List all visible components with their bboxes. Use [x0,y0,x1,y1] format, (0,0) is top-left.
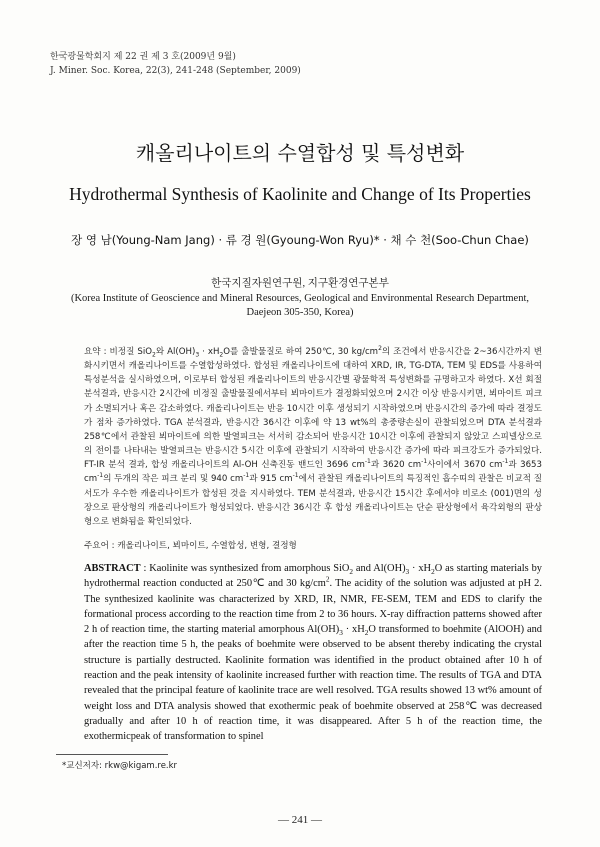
abstract-ko-text: 와 Al(OH) [155,347,196,357]
abstract-ko-text: 비정질 SiO [109,347,152,357]
affiliation-english-line2: Daejeon 305-350, Korea) [246,307,354,318]
superscript: -1 [97,472,104,480]
abstract-ko-text: 의 조건에서 반응시간을 2~36시간까지 변화시키면서 캐올리나이트를 수열합성하였다. 합성된 캐올리나이트에 대하여 XRD, IR, TG-DTA, TEM 및 EDS를 사용하여 특성분석을 실시하였으며, 이로부터 합성된 캐올리나이트의 반응시간별 광물학적 특성변화를 규명하고자 하였다. X선 회절 분석결과, 반응시간 2시간에 비정질 출발물질에서부터 뵈마이트가 결정화되었으며 2시간 이상 반응시키면, 뵈마이트 피크가 소멸되거나 혹은 감소하였다. 캐올리나이트는 반응 10시간 이후 생성되기 시작하였으며 반응시간의 증가에 따라 결정도가 점차 증가하였다. TGA 분석결과, 반응시간 36시간 이후에 약 13 wt%의 총중량손실이 관찰되었으며 DTA 분석결과 258℃에서 관찰된 뵈마이트에 의한 발열피크는 서서히 감소되어 반응시간 10시간 이후에 관찰되지 않았고 스피넬상으로의 전이를 나타내는 발열피크는 반응시간 5시간 이후에 관찰되기 시작하여 반응시간 증가에 따라 피크강도가 증가되었다. FT-IR 분석 결과, 합성 캐올리나이트의 Al-OH 신축진동 밴드인 3696 cm [84,347,542,471]
affiliation-english-line1: (Korea Institute of Geoscience and Mineral Resources, Geological and Environmental Research Department, [70,292,530,304]
superscript: -1 [292,472,299,480]
subscript: 2 [431,568,435,577]
superscript: -1 [364,458,371,466]
abstract-en-text: · xH [409,563,432,574]
abstract-ko-text: 과 3620 cm [370,460,422,471]
footnote-divider [56,754,168,755]
abstract-en-text: · xH [342,624,365,636]
superscript: -1 [421,458,428,466]
abstract-en-text: O transformed to boehmite (AlOOH) and after the reaction time 5 h, the peaks of boehmite were observed to be absent thereby indicating the crystal structure is partially destructed. Kaolinite formation was identified in the product obtained after 10 h of reaction and the peak intensity of kaolinite increased further with reaction time. The results of TGA and DTA revealed that the principal feature of kaolinite trace are well resolved. TGA results showed 13 wt% amount of weight loss and DTA analysis showed that exothermic peak of boehmite observed at 258℃ was decreased gradually and after 10 h of reaction time, it was disappeared. After 5 h of the reaction time, the exothermicpeak of transformation to spinel [84,624,542,743]
subscript: 3 [339,629,343,638]
abstract-english-label: ABSTRACT [84,563,141,574]
page-number: — 241 — [278,814,322,826]
abstract-en-text: and Al(OH) [353,563,406,574]
abstract-english [84,561,542,745]
title-korean: 캐올리나이트의 수열합성 및 특성변화 [135,141,465,165]
corresponding-author-footnote: *교신저자: rkw@kigam.re.kr [62,761,178,771]
superscript: -1 [243,472,250,480]
abstract-en-text: : Kaolinite was synthesized from amorphous SiO [140,563,350,574]
abstract-ko-text: 에서 관찰된 캐올리나이트의 특징적인 흡수띠의 관찰은 비교적 질서도가 우수한 캐올리나이트가 합성된 것을 지시하였다. TEM 분석결과, 반응시간 15시간 후에서야 비로소 (001)면의 성장으로 판상형의 캐올리나이트가 형성되었다. 반응시간 36시간 후 합성 캐올리나이트는 단순 판상형에서 육각외형의 판상형으로 변화됨을 확인되었다. [84,474,543,527]
authors: 장 영 남(Young-Nam Jang) · 류 경 원(Gyoung-Won Ryu)* · 채 수 천(Soo-Chun Chae) [71,233,529,247]
abstract-korean-label: 요약 : [84,347,110,357]
abstract-ko-text: 과 3653 cm [84,460,542,485]
affiliation [40,277,560,321]
abstract-ko-text: 과 915 cm [249,474,293,485]
abstract-korean [84,345,542,529]
subscript: 3 [195,351,200,359]
abstract-ko-text: · xH [199,347,220,357]
title-english: Hydrothermal Synthesis of Kaolinite and Change of Its Properties [69,184,531,204]
abstract-ko-text: 사이에서 3670 cm [427,460,503,471]
subscript: 3 [405,568,410,577]
subscript: 2 [152,351,156,359]
superscript: 2 [325,575,330,584]
abstract-ko-text: 의 두개의 작은 피크 분리 및 940 cm [103,474,244,485]
journal-info [50,50,301,78]
abstract-ko-text: O를 출발물질로 하여 250℃, 30 kg/cm [223,347,379,357]
affiliation-korean: 한국지질자원연구원, 지구환경연구본부 [211,278,389,289]
subscript: 2 [219,351,224,359]
subscript: 2 [349,568,354,577]
abstract-en-text: . The acidity of the solution was adjusted at pH 2. The synthesized kaolinite was characterized by XRD, IR, NMR, FE-SEM, TEM and EDS to clarify the formational process according to the reaction time from 2 to 36 hours. X-ray diffraction patterns showed after 2 h of reaction time, the starting material amorphous Al(OH) [84,578,542,636]
journal-line-ko: 한국광물학회지 제 22 권 제 3 호(2009년 9월) [50,52,236,62]
superscript: -1 [502,458,509,466]
subscript: 2 [364,629,369,638]
keywords-korean: 주요어 : 캐올리나이트, 뵈마이트, 수열합성, 변형, 결정형 [84,541,297,551]
superscript: 2 [378,345,382,353]
abstract-en-text: O as starting materials by hydrothermal reaction conducted at 250℃ and 30 kg/cm [84,563,542,590]
journal-line-en: J. Miner. Soc. Korea, 22(3), 241-248 (September, 2009) [50,66,301,76]
